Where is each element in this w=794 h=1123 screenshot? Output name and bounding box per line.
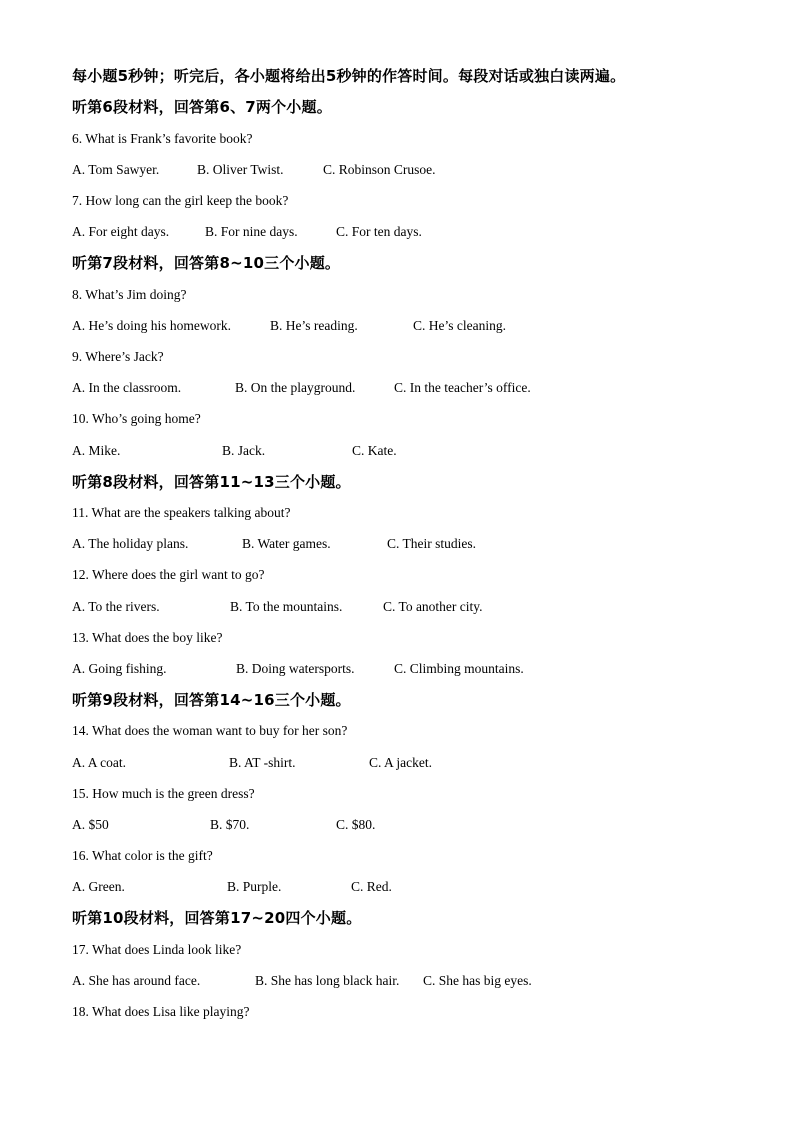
question-text: 13. What does the boy like? [72, 630, 223, 645]
section-heading: 听第8段材料，回答第11~13三个小题。 [72, 473, 351, 491]
option-c: C. Red. [351, 879, 392, 894]
option-b: B. Water games. [242, 536, 331, 551]
option-b: B. To the mountains. [230, 599, 343, 614]
section-heading: 听第9段材料，回答第14~16三个小题。 [72, 691, 351, 709]
option-b: B. Jack. [222, 443, 266, 458]
option-c: C. For ten days. [336, 224, 422, 239]
option-a: A. He’s doing his homework. [72, 318, 231, 333]
option-a: A. The holiday plans. [72, 536, 189, 551]
option-c: C. Robinson Crusoe. [323, 162, 436, 177]
section-heading: 听第10段材料，回答第17~20四个小题。 [72, 909, 362, 927]
option-c: C. Climbing mountains. [394, 661, 524, 676]
question-text: 14. What does the woman want to buy for her son? [72, 723, 348, 738]
option-a: A. $50 [72, 817, 109, 832]
option-c: C. To another city. [383, 599, 483, 614]
option-b: B. Doing watersports. [236, 661, 355, 676]
option-c: C. Their studies. [387, 536, 476, 551]
intro-instruction: 每小题5秒钟；听完后，各小题将给出5秒钟的作答时间。每段对话或独白读两遍。 [72, 67, 626, 85]
question-text: 7. How long can the girl keep the book? [72, 193, 289, 208]
option-a: A. Mike. [72, 443, 121, 458]
question-text: 16. What color is the gift? [72, 848, 213, 863]
question-text: 11. What are the speakers talking about? [72, 505, 291, 520]
option-a: A. She has around face. [72, 973, 201, 988]
option-c: C. She has big eyes. [423, 973, 532, 988]
option-a: A. Going fishing. [72, 661, 167, 676]
question-text: 10. Who’s going home? [72, 411, 201, 426]
option-a: A. Green. [72, 879, 125, 894]
section-heading: 听第7段材料，回答第8~10三个小题。 [72, 254, 341, 272]
option-b: B. Oliver Twist. [197, 162, 284, 177]
option-a: A. To the rivers. [72, 599, 160, 614]
option-b: B. She has long black hair. [255, 973, 400, 988]
option-c: C. Kate. [352, 443, 397, 458]
option-b: B. He’s reading. [270, 318, 358, 333]
question-text: 12. Where does the girl want to go? [72, 567, 265, 582]
question-text: 6. What is Frank’s favorite book? [72, 131, 253, 146]
option-c: C. He’s cleaning. [413, 318, 506, 333]
option-b: B. For nine days. [205, 224, 298, 239]
option-b: B. Purple. [227, 879, 282, 894]
question-text: 15. How much is the green dress? [72, 786, 255, 801]
question-text: 18. What does Lisa like playing? [72, 1004, 250, 1019]
option-b: B. $70. [210, 817, 250, 832]
option-c: C. A jacket. [369, 755, 432, 770]
option-a: A. Tom Sawyer. [72, 162, 160, 177]
option-a: A. In the classroom. [72, 380, 182, 395]
section-heading: 听第6段材料，回答第6、7两个小题。 [72, 98, 332, 116]
option-b: B. AT -shirt. [229, 755, 296, 770]
question-text: 17. What does Linda look like? [72, 942, 242, 957]
question-text: 9. Where’s Jack? [72, 349, 164, 364]
option-c: C. $80. [336, 817, 376, 832]
option-c: C. In the teacher’s office. [394, 380, 531, 395]
question-text: 8. What’s Jim doing? [72, 287, 187, 302]
option-b: B. On the playground. [235, 380, 356, 395]
option-a: A. A coat. [72, 755, 126, 770]
option-a: A. For eight days. [72, 224, 170, 239]
